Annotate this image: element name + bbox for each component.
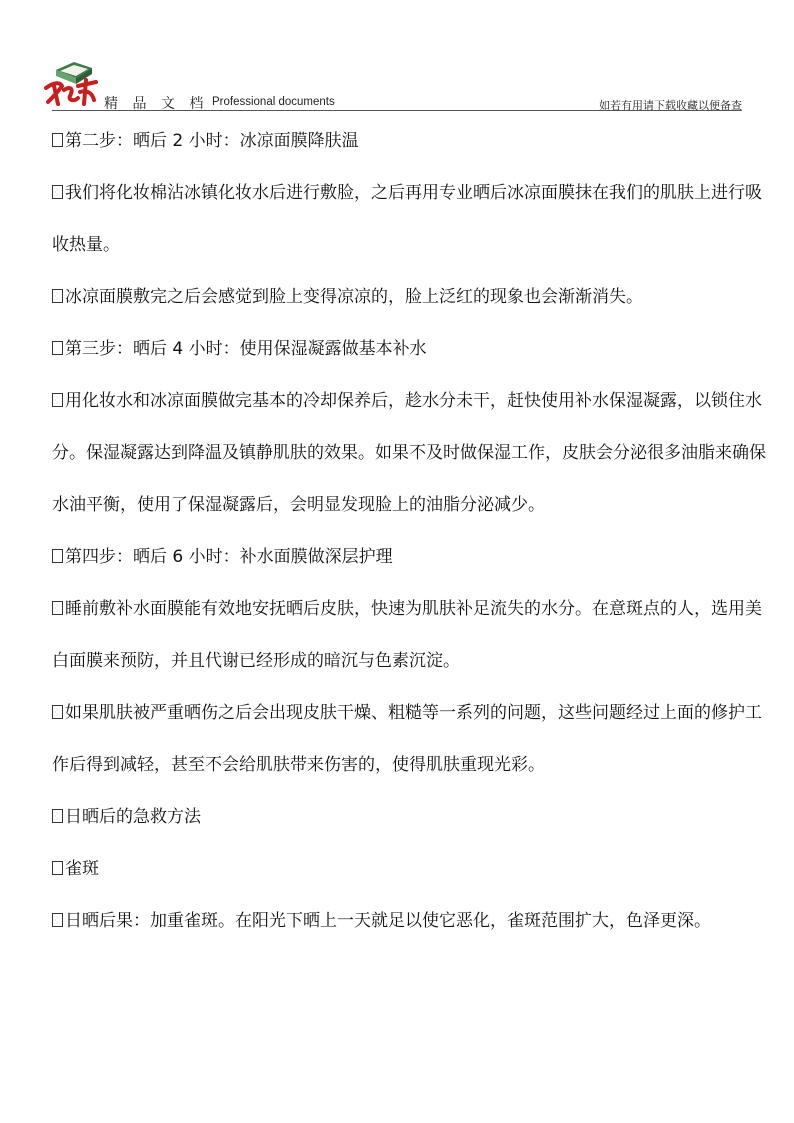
paragraph: 我们将化妆棉沾冰镇化妆水后进行敷脸，之后再用专业晒后冰凉面膜抹在我们的肌肤上进行吸收热量。 [52,183,762,255]
checkbox-glyph-icon [52,601,63,615]
checkbox-glyph-icon [52,185,63,199]
paragraph: 日晒后果：加重雀斑。在阳光下晒上一天就足以使它恶化，雀斑范围扩大，色泽更深。 [52,904,774,938]
checkbox-glyph-icon [52,809,63,823]
checkbox-glyph-icon [52,393,63,407]
checkbox-glyph-icon [52,341,63,355]
paragraph: 睡前敷补水面膜能有效地安抚晒后皮肤，快速为肌肤补足流失的水分。在意斑点的人，选用美白面膜来预防，并且代谢已经形成的暗沉与色素沉淀。 [52,599,762,671]
document-body [52,124,774,956]
checkbox-glyph-icon [52,861,63,875]
header-title: 精 品 文 档 [104,96,209,112]
checkbox-glyph-icon [52,705,63,719]
paragraph: 冰凉面膜敷完之后会感觉到脸上变得凉凉的，脸上泛红的现象也会渐渐消失。 [52,280,774,314]
paragraph: 日晒后的急救方法 [52,800,774,834]
header-subtitle: Professional documents [212,96,335,108]
paragraph: 雀斑 [52,852,774,886]
paragraph: 第三步：晒后 4 小时：使用保湿凝露做基本补水 [52,332,774,366]
paragraph: 用化妆水和冰凉面膜做完基本的冷却保养后，趁水分未干，赶快使用补水保湿凝露，以锁住水分。保湿凝露达到降温及镇静肌肤的效果。如果不及时做保湿工作，皮肤会分泌很多油脂来确保水油平衡，使用了保湿凝露后，会明显发现脸上的油脂分泌减少。 [52,391,766,515]
page-header [0,0,794,112]
checkbox-glyph-icon [52,913,63,927]
paragraph: 如果肌肤被严重晒伤之后会出现皮肤干燥、粗糙等一系列的问题，这些问题经过上面的修护工作后得到减轻，甚至不会给肌肤带来伤害的，使得肌肤重现光彩。 [52,703,762,775]
checkbox-glyph-icon [52,289,63,303]
checkbox-glyph-icon [52,133,63,147]
paragraph: 第四步：晒后 6 小时：补水面膜做深层护理 [52,540,774,574]
header-note: 如若有用请下载收藏以便备查 [599,99,742,112]
logo-icon [40,52,100,110]
checkbox-glyph-icon [52,549,63,563]
header-divider [52,110,742,111]
paragraph: 第二步：晒后 2 小时：冰凉面膜降肤温 [52,124,774,158]
